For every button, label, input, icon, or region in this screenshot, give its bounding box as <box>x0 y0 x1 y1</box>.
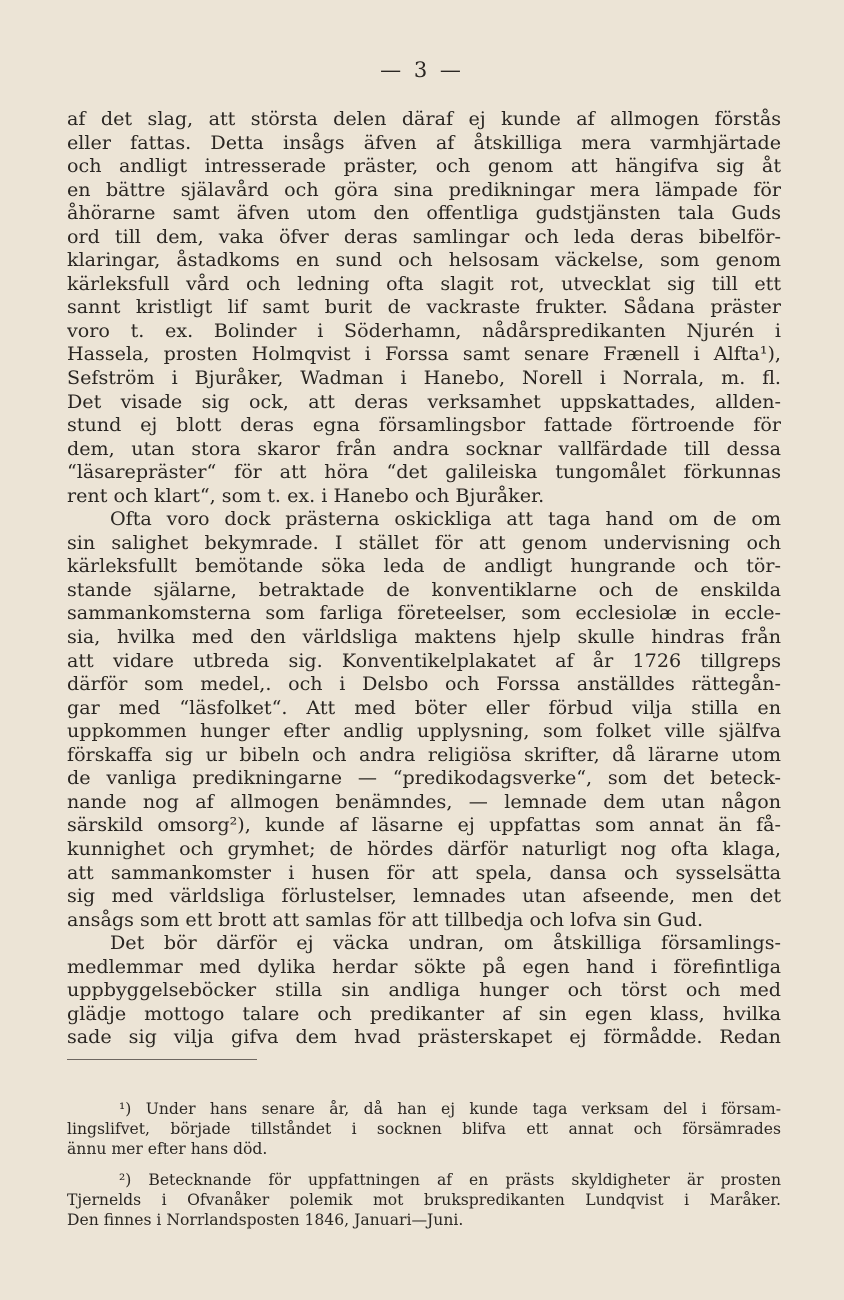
text-line: förskaffa sig ur bibeln och andra religiösa skrifter, då lärarne utom <box>67 742 781 766</box>
page-number: — 3 — <box>380 58 464 82</box>
text-line: stund ej blott deras egna församlingsbor fattade förtroende för <box>67 413 781 437</box>
footnote-line: ²) Betecknande för uppfattningen af en prästs skyldigheter är prosten <box>119 1171 781 1190</box>
text-line: sin salighet bekymrade. I stället för att genom undervisning och <box>67 530 781 554</box>
text-line: glädje mottogo talare och predikanter af sin egen klass, hvilka <box>67 1001 781 1025</box>
text-line: sig med världsliga förlustelser, lemnades utan afseende, men det <box>67 884 781 908</box>
text-line: rent och klart“, som t. ex. i Hanebo och Bjuråker. <box>67 483 545 507</box>
text-line: Ofta voro dock prästerna oskickliga att taga hand om de om <box>110 507 781 531</box>
text-line: Det bör därför ej väcka undran, om åtskilliga församlings- <box>110 931 781 955</box>
text-line: voro t. ex. Bolinder i Söderhamn, nådårspredikanten Njurén i <box>67 318 781 342</box>
text-line: Hassela, prosten Holmqvist i Forssa samt senare Frænell i Alfta¹), <box>67 342 781 366</box>
text-line: nande nog af allmogen benämndes, — lemnade dem utan någon <box>67 789 781 813</box>
text-line: Sefström i Bjuråker, Wadman i Hanebo, Norell i Norrala, m. fl. <box>67 366 781 390</box>
text-line: medlemmar med dylika herdar sökte på egen hand i förefintliga <box>67 954 781 978</box>
text-line: de vanliga predikningarne — “predikodagsverke“, som det beteck- <box>67 766 781 790</box>
text-line: sia, hvilka med den världsliga maktens hjelp skulle hindras från <box>67 625 781 649</box>
text-line: ord till dem, vaka öfver deras samlingar och leda deras bibelför- <box>67 224 781 248</box>
text-line: ansågs som ett brott att samlas för att tillbedja och lofva sin Gud. <box>67 907 704 931</box>
text-line: stande själarne, betraktade de konventiklarne och de enskilda <box>67 577 781 601</box>
text-line: sammankomsterna som farliga företeelser, som ecclesiolæ in eccle- <box>67 601 781 625</box>
text-line: att sammankomster i husen för att spela, dansa och sysselsätta <box>67 860 781 884</box>
footnotes <box>67 1100 781 1243</box>
text-line: gar med “läsfolket“. Att med böter eller förbud vilja stilla en <box>67 695 781 719</box>
text-line: uppkommen hunger efter andlig upplysning, som folket ville själfva <box>67 719 781 743</box>
text-line: kunnighet och grymhet; de hördes därför naturligt nog ofta klaga, <box>67 836 781 860</box>
footnote-line: Den finnes i Norrlandsposten 1846, Januari—Juni. <box>67 1210 464 1229</box>
text-line: en bättre själavård och göra sina predikningar mera lämpade för <box>67 177 781 201</box>
footnote-line: lingslifvet, började tillståndet i socknen blifva ett annat och försämrades <box>67 1119 781 1138</box>
text-line: åhörarne samt äfven utom den offentliga gudstjänsten tala Guds <box>67 201 781 225</box>
text-line: att vidare utbreda sig. Konventikelplakatet af år 1726 tillgreps <box>67 648 781 672</box>
text-line: “läsarepräster“ för att höra “det galileiska tungomålet förkunnas <box>67 460 781 484</box>
text-line: särskild omsorg²), kunde af läsarne ej uppfattas som annat än få- <box>67 813 781 837</box>
footnote-line: ännu mer efter hans död. <box>67 1139 268 1158</box>
text-line: uppbyggelseböcker stilla sin andliga hunger och törst och med <box>67 978 781 1002</box>
text-line: sannt kristligt lif samt burit de vackraste frukter. Sådana präster <box>67 295 781 319</box>
footnote-divider <box>67 1059 257 1060</box>
text-line: Det visade sig ock, att deras verksamhet uppskattades, allden- <box>67 389 781 413</box>
text-line: eller fattas. Detta insågs äfven af åtskilliga mera varmhjärtade <box>67 130 781 154</box>
text-line: sade sig vilja gifva dem hvad prästerskapet ej förmådde. Redan <box>67 1025 781 1049</box>
footnote <box>67 1100 781 1159</box>
text-line: och andligt intresserade präster, och genom att hängifva sig åt <box>67 154 781 178</box>
text-line: därför som medel,. och i Delsbo och Forssa anställdes rättegån- <box>67 672 781 696</box>
text-line: dem, utan stora skaror från andra socknar vallfärdade till dessa <box>67 436 781 460</box>
text-line: klaringar, åstadkoms en sund och helsosam väckelse, som genom <box>67 248 781 272</box>
text-line: kärleksfullt bemötande söka leda de andligt hungrande och tör- <box>67 554 781 578</box>
text-line: kärleksfull vård och ledning ofta slagit rot, utvecklat sig till ett <box>67 271 781 295</box>
text-line: af det slag, att största delen däraf ej kunde af allmogen förstås <box>67 107 781 130</box>
footnote-line: ¹) Under hans senare år, då han ej kunde taga verksam del i försam- <box>119 1100 781 1118</box>
body-text <box>67 107 781 1049</box>
footnote <box>67 1171 781 1230</box>
footnote-line: Tjernelds i Ofvanåker polemik mot brukspredikanten Lundqvist i Maråker. <box>67 1191 781 1210</box>
